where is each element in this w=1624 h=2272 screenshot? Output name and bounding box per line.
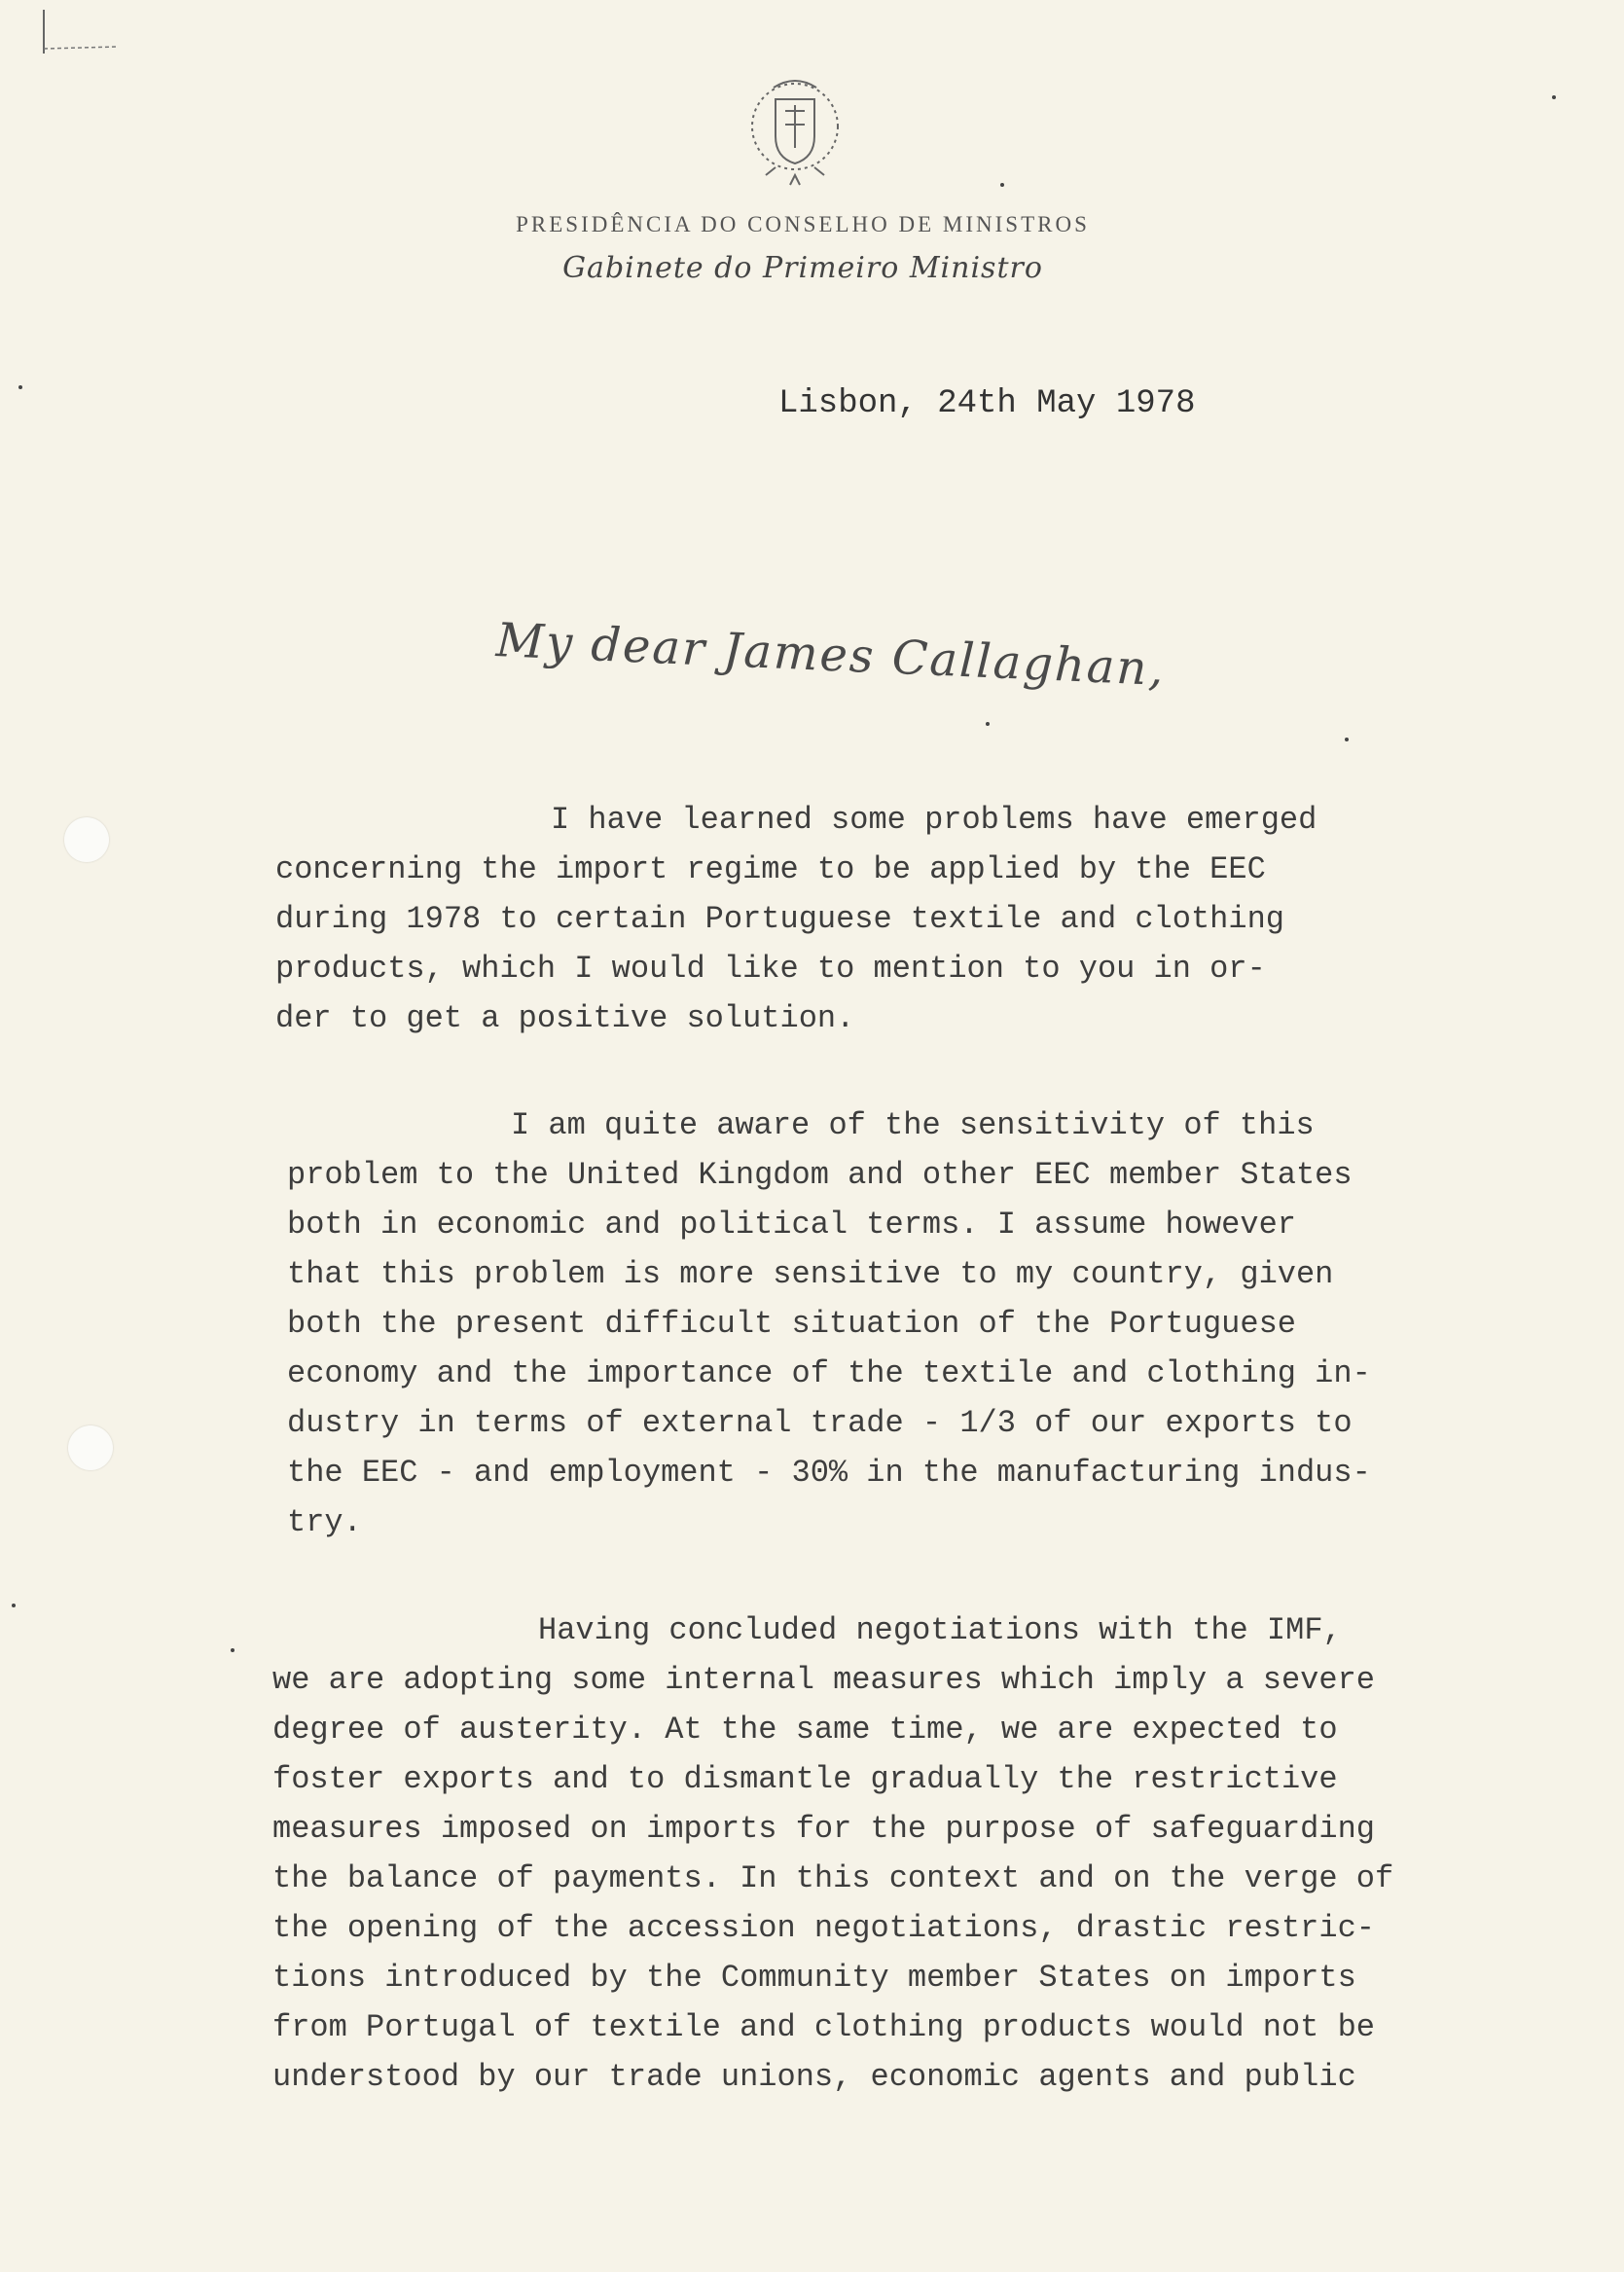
punch-hole	[64, 817, 109, 862]
paper-speck	[1345, 738, 1349, 741]
paper-speck	[1552, 95, 1556, 99]
paragraph-line: the EEC - and employment - 30% in the manufacturing indus-	[287, 1455, 1371, 1491]
paragraph-line: foster exports and to dismantle gradually the restrictive	[272, 1761, 1338, 1797]
paragraph-line: products, which I would like to mention to you in or-	[275, 951, 1266, 987]
paper-speck	[986, 722, 990, 726]
paragraph-line: the opening of the accession negotiations, drastic restric-	[272, 1910, 1375, 1946]
paragraph-2	[287, 1100, 1523, 1547]
paper-speck	[12, 1604, 16, 1607]
paragraph-line: dustry in terms of external trade - 1/3 of our exports to	[287, 1405, 1353, 1441]
handwritten-salutation: My dear James Callaghan,	[494, 613, 1167, 697]
punch-hole	[68, 1425, 113, 1470]
paragraph-line: der to get a positive solution.	[275, 1000, 855, 1036]
paragraph-line: economy and the importance of the textile and clothing in-	[287, 1355, 1371, 1391]
paragraph-3	[272, 1605, 1508, 2102]
paragraph-line: Having concluded negotiations with the IMF,	[538, 1612, 1342, 1648]
paragraph-line: we are adopting some internal measures which imply a severe	[272, 1662, 1375, 1698]
paragraph-1	[275, 795, 1511, 1043]
paragraph-line: tions introduced by the Community member States on imports	[272, 1960, 1356, 1996]
paragraph-line: concerning the import regime to be applied by the EEC	[275, 851, 1266, 887]
paragraph-line: degree of austerity. At the same time, we are expected to	[272, 1712, 1338, 1748]
paragraph-line: the balance of payments. In this context and on the verge of	[272, 1860, 1394, 1896]
paragraph-line: during 1978 to certain Portuguese textile and clothing	[275, 901, 1284, 937]
paragraph-line: measures imposed on imports for the purpose of safeguarding	[272, 1811, 1375, 1847]
paragraph-line: understood by our trade unions, economic agents and public	[272, 2059, 1356, 2095]
paragraph-line: from Portugal of textile and clothing products would not be	[272, 2009, 1375, 2045]
paragraph-line: problem to the United Kingdom and other EEC member States	[287, 1157, 1353, 1193]
paragraph-line: I am quite aware of the sensitivity of this	[511, 1107, 1315, 1143]
letter-date: Lisbon, 24th May 1978	[778, 385, 1196, 422]
ministry-heading: PRESIDÊNCIA DO CONSELHO DE MINISTROS	[516, 212, 1090, 236]
coat-of-arms-icon	[737, 70, 853, 197]
office-signature-line: Gabinete do Primeiro Ministro	[562, 251, 1043, 285]
paragraph-line: that this problem is more sensitive to my country, given	[287, 1256, 1334, 1292]
corner-mark-icon	[29, 10, 136, 68]
paper-speck	[1000, 183, 1004, 187]
paragraph-line: I have learned some problems have emerged	[551, 802, 1317, 838]
paragraph-line: try.	[287, 1504, 362, 1540]
paper-speck	[231, 1648, 235, 1652]
paragraph-line: both in economic and political terms. I assume however	[287, 1207, 1296, 1243]
paper-speck	[18, 385, 22, 389]
paragraph-line: both the present difficult situation of the Portuguese	[287, 1306, 1296, 1342]
